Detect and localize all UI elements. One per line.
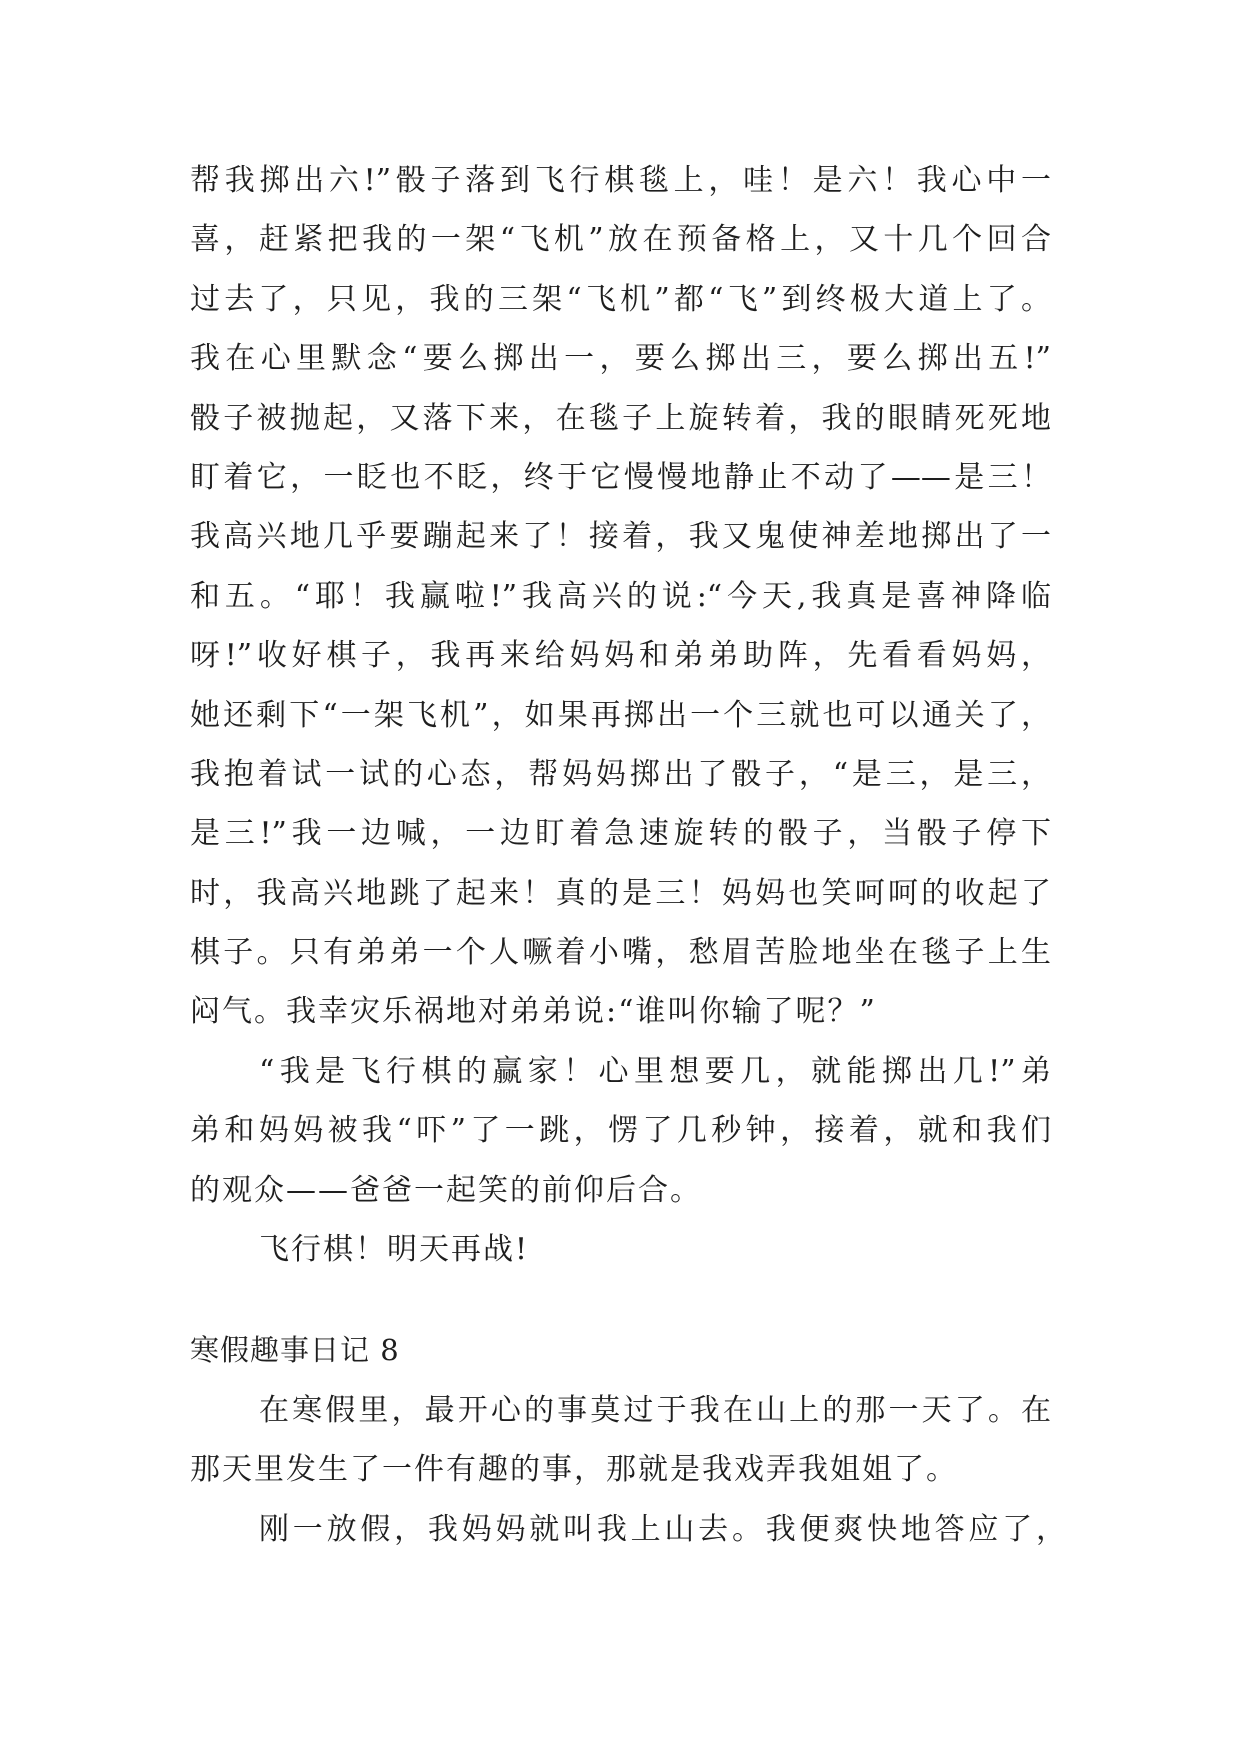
text-line: 闷气。我幸灾乐祸地对弟弟说:“谁叫你输了呢？” — [190, 994, 877, 1030]
text-line: “我是飞行棋的赢家！心里想要几，就能掷出几!”弟 — [259, 1053, 1051, 1089]
text-line: 飞行棋！明天再战! — [259, 1232, 530, 1268]
text-line: 喜，赶紧把我的一架“飞机”放在预备格上，又十几个回合 — [190, 222, 1051, 258]
text-line: 我在心里默念“要么掷出一，要么掷出三，要么掷出五!” — [190, 341, 1051, 377]
text-line: 我高兴地几乎要蹦起来了！接着，我又鬼使神差地掷出了一 — [190, 519, 1051, 555]
text-line: 弟和妈妈被我“吓”了一跳，愣了几秒钟，接着，就和我们 — [190, 1113, 1051, 1149]
text-line: 那天里发生了一件有趣的事，那就是我戏弄我姐姐了。 — [190, 1452, 958, 1488]
text-line: 刚一放假，我妈妈就叫我上山去。我便爽快地答应了， — [259, 1511, 1066, 1547]
paragraph — [190, 1220, 1051, 1279]
paragraph — [190, 1500, 1066, 1559]
text-line: 骰子被抛起，又落下来，在毯子上旋转着，我的眼睛死死地 — [190, 400, 1051, 436]
text-line: 棋子。只有弟弟一个人噘着小嘴，愁眉苦脸地坐在毯子上生 — [190, 935, 1051, 971]
text-line: 呀!”收好棋子，我再来给妈妈和弟弟助阵，先看看妈妈， — [190, 638, 1051, 674]
text-line: 和五。“耶！我赢啦!”我高兴的说:“今天,我真是喜神降临 — [190, 578, 1051, 614]
text-line: 她还剩下“一架飞机”，如果再掷出一个三就也可以通关了， — [190, 697, 1051, 733]
paragraph — [190, 1042, 1051, 1220]
entry-title: 寒假趣事日记 8 — [190, 1333, 400, 1367]
paragraph — [190, 151, 1051, 1042]
paragraph — [190, 1381, 1051, 1500]
next-entry-text — [190, 1381, 1066, 1559]
text-line: 时，我高兴地跳了起来！真的是三！妈妈也笑呵呵的收起了 — [190, 875, 1051, 911]
text-line: 在寒假里，最开心的事莫过于我在山上的那一天了。在 — [259, 1393, 1051, 1428]
text-line: 盯着它，一眨也不眨，终于它慢慢地静止不动了——是三！ — [190, 459, 1051, 495]
text-line: 过去了，只见，我的三架“飞机”都“飞”到终极大道上了。 — [190, 281, 1051, 317]
text-line: 是三!”我一边喊，一边盯着急速旋转的骰子，当骰子停下 — [190, 816, 1051, 852]
text-line: 我抱着试一试的心态，帮妈妈掷出了骰子，“是三，是三， — [190, 756, 1051, 792]
previous-entry-text — [190, 151, 1051, 1279]
text-line: 的观众——爸爸一起笑的前仰后合。 — [190, 1172, 702, 1208]
text-line: 帮我掷出六!”骰子落到飞行棋毯上，哇！是六！我心中一 — [190, 163, 1051, 198]
